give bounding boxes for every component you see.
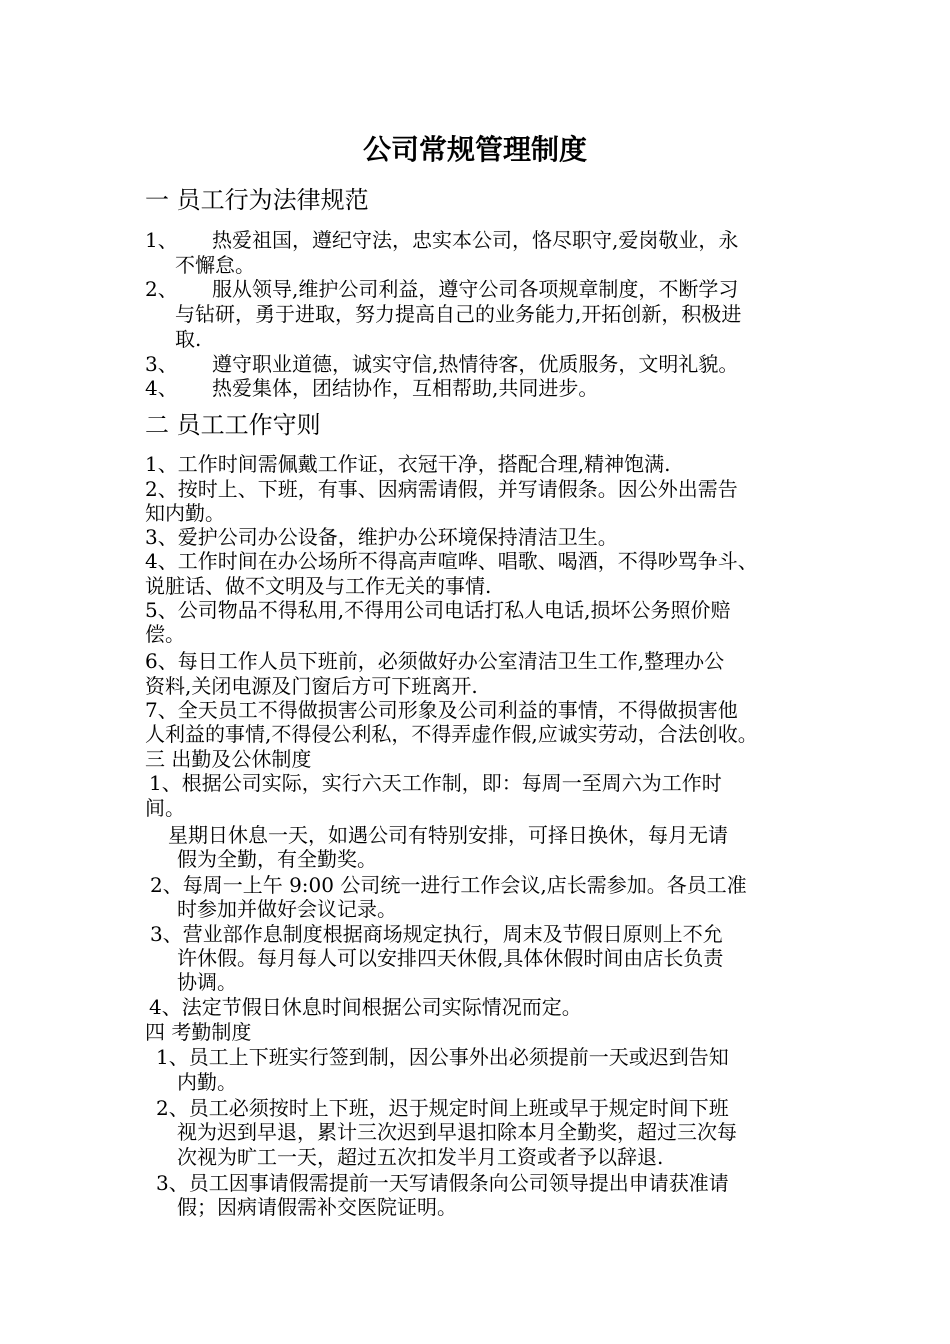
s2-line: 资料,关闭电源及门窗后方可下班离开. [145, 674, 478, 698]
s1-item-2-line-3: 取. [175, 327, 202, 351]
s4-line: 3、员工因事请假需提前一天写请假条向公司领导提出申请获准请 [156, 1171, 729, 1195]
s3-line: 间。 [145, 796, 185, 820]
s3-line: 2、每周一上午 9:00 公司统一进行工作会议,店长需参加。各员工准 [150, 873, 747, 897]
s2-line: 偿。 [145, 622, 185, 646]
s4-line: 1、员工上下班实行签到制，因公事外出必须提前一天或迟到告知 [156, 1045, 729, 1069]
s2-line: 2、按时上、下班，有事、因病需请假，并写请假条。因公外出需告 [145, 477, 738, 501]
s2-line: 4、工作时间在办公场所不得高声喧哗、唱歌、喝酒，不得吵骂争斗、 [145, 549, 758, 573]
s4-line: 次视为旷工一天，超过五次扣发半月工资或者予以辞退. [177, 1145, 664, 1169]
s2-line: 3、爱护公司办公设备，维护办公环境保持清洁卫生。 [145, 525, 618, 549]
s3-line: 假为全勤，有全勤奖。 [177, 847, 377, 871]
s4-line: 2、员工必须按时上下班，迟于规定时间上班或早于规定时间下班 [156, 1096, 729, 1120]
s1-item-3-line-1: 遵守职业道德，诚实守信,热情待客，优质服务，文明礼貌。 [212, 352, 739, 376]
s1-item-1-line-2: 不懈怠。 [175, 253, 255, 277]
s2-line: 1、工作时间需佩戴工作证，衣冠干净，搭配合理,精神饱满. [145, 452, 671, 476]
s1-item-3-number: 3、 [145, 352, 178, 376]
s3-line: 3、营业部作息制度根据商场规定执行，周末及节假日原则上不允 [150, 922, 723, 946]
s2-line: 5、公司物品不得私用,不得用公司电话打私人电话,损坏公务照价赔 [145, 598, 731, 622]
document-title: 公司常规管理制度 [362, 133, 587, 166]
s1-item-2-line-1: 服从领导,维护公司利益，遵守公司各项规章制度，不断学习 [212, 277, 739, 301]
s3-line: 许休假。每月每人可以安排四天休假,具体休假时间由店长负责 [177, 946, 724, 970]
s1-item-2-line-2: 与钻研，勇于进取，努力提高自己的业务能力,开拓创新，积极进 [175, 302, 742, 326]
s3-line: 时参加并做好会议记录。 [177, 897, 397, 921]
s1-item-1-number: 1、 [145, 228, 178, 252]
s2-line: 6、每日工作人员下班前，必须做好办公室清洁卫生工作,整理办公 [145, 649, 725, 673]
s2-line: 人利益的事情,不得侵公利私，不得弄虚作假,应诚实劳动，合法创收。 [145, 722, 758, 746]
s2-line: 7、全天员工不得做损害公司形象及公司利益的事情，不得做损害他 [145, 698, 738, 722]
s2-line: 知内勤。 [145, 501, 225, 525]
s2-line: 说脏话、做不文明及与工作无关的事情. [145, 574, 492, 598]
s1-item-1-line-1: 热爱祖国，遵纪守法，忠实本公司，恪尽职守,爱岗敬业，永 [212, 228, 739, 252]
section-3-heading: 三 出勤及公休制度 [145, 747, 312, 771]
s3-line: 协调。 [177, 970, 237, 994]
s3-line: 星期日休息一天，如遇公司有特别安排，可择日换休，每月无请 [168, 823, 728, 847]
s1-item-2-number: 2、 [145, 277, 178, 301]
s4-line: 内勤。 [177, 1070, 237, 1094]
s3-line: 4、法定节假日休息时间根据公司实际情况而定。 [149, 995, 582, 1019]
section-2-heading: 二 员工工作守则 [145, 411, 321, 439]
s1-item-4-number: 4、 [145, 376, 178, 400]
s1-item-4-line-1: 热爱集体，团结协作，互相帮助,共同进步。 [212, 376, 599, 400]
s4-line: 视为迟到早退，累计三次迟到早退扣除本月全勤奖，超过三次每 [177, 1120, 737, 1144]
s4-line: 假；因病请假需补交医院证明。 [177, 1195, 457, 1219]
section-4-heading: 四 考勤制度 [145, 1020, 252, 1044]
s3-line: 1、根据公司实际，实行六天工作制，即：每周一至周六为工作时 [149, 771, 722, 795]
section-1-heading: 一 员工行为法律规范 [145, 186, 369, 214]
